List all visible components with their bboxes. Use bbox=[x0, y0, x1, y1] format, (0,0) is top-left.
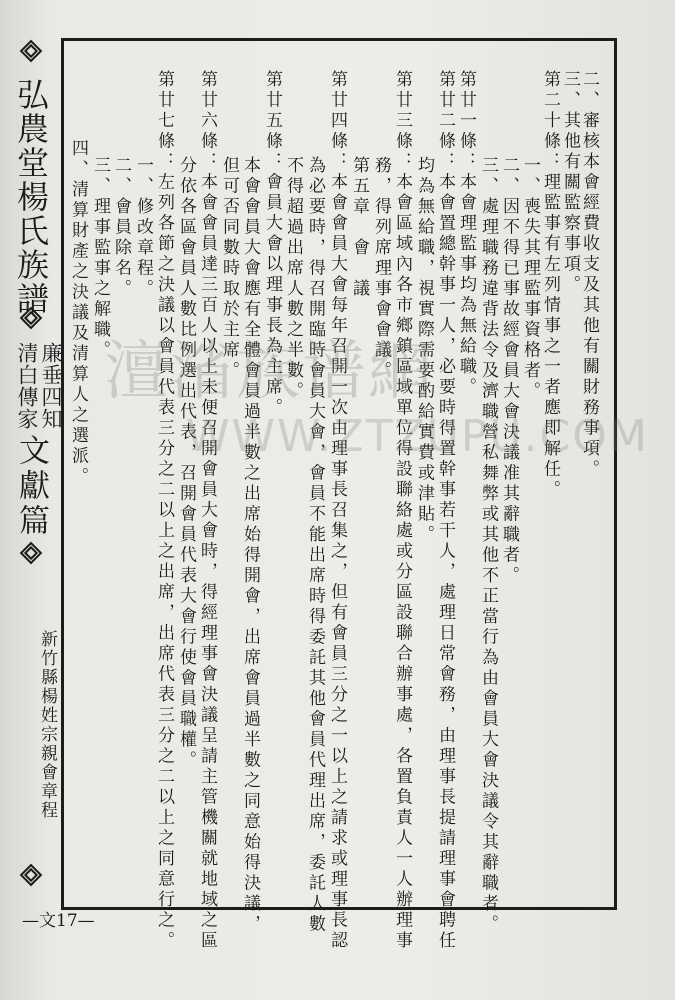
section-motto-2: 清白傳家 bbox=[15, 342, 39, 430]
text-column: 為必要時，得召開臨時會員大會，會員不能出席時得委託其他會員代理出席，委託人數 bbox=[305, 156, 325, 935]
text-column: 第廿一條：本會理監事均為無給職。 bbox=[456, 70, 476, 398]
watermark-text: 澶渻族谱網 bbox=[104, 335, 434, 409]
text-column: 第廿二條：本會置總幹事一人，必要時得置幹事若干人，處理日常會務，由理事長提請理事會聘任 bbox=[435, 70, 455, 952]
text-column: 第廿五條：會員大會以理事長為主席。 bbox=[262, 70, 282, 419]
diamond-ornament-icon bbox=[18, 305, 44, 331]
text-column: 但可否同數時取於主席。 bbox=[219, 156, 239, 382]
text-column: 分依各區會員人數比例選出代表，召開會員代表大會行使會員職權。 bbox=[176, 156, 196, 771]
text-column: 四、清算財產之決議及清算人之選派。 bbox=[68, 139, 88, 488]
text-column: 第廿三條：本會區域內各市鄉鎮區域單位得設聯絡處或分區設聯合辦事處，各置負責人一人辦理事 bbox=[392, 70, 412, 952]
page-number: —文17— bbox=[22, 911, 95, 931]
text-column: 二、審核本會經費收支及其他有關財務事項。 bbox=[579, 70, 599, 480]
text-column: 務，得列席理事會會議。 bbox=[371, 156, 391, 382]
section-name: 文獻篇 bbox=[13, 434, 49, 539]
text-column: 不得超過出席人數之半數。 bbox=[283, 156, 303, 402]
section-motto-1: 廉垂四知 bbox=[39, 342, 63, 430]
text-column: 二、會員除名。 bbox=[111, 156, 131, 300]
text-column: 三、處理職務違背法令及濟職營私舞弊或其他不正當行為由會員大會決議令其辭職者。 bbox=[478, 156, 498, 935]
diamond-ornament-icon bbox=[18, 540, 44, 566]
book-title: 弘農堂楊氏族譜 bbox=[12, 78, 50, 316]
text-column: 三、其他有關監察事項。 bbox=[560, 70, 580, 296]
text-column: 第廿六條：本會會員達三百人以上未便召開會員大會時，得經理事會決議呈請主管機關就地域之區 bbox=[197, 70, 217, 952]
text-column: 一、修改章程。 bbox=[133, 156, 153, 300]
diamond-ornament-icon bbox=[18, 862, 44, 888]
document-name: 新竹縣楊姓宗親會章程 bbox=[37, 630, 57, 820]
text-column: 一、喪失其理監事資格者。 bbox=[520, 156, 540, 402]
text-column: 本會會員大會應有全體會員過半數之出席始得開會，出席會員過半數之同意始得決議， bbox=[240, 156, 260, 935]
text-column: 均為無給職，視實際需要酌給實費或津貼。 bbox=[414, 156, 434, 546]
diamond-ornament-icon bbox=[18, 38, 44, 64]
text-column: 第五章 會 議 bbox=[349, 156, 369, 300]
text-column: 第廿四條：本會會員大會每年召開一次由理事長召集之，但有會員三分之一以上之請求或理事長認 bbox=[327, 70, 347, 952]
text-column: 三、理事監事之解職。 bbox=[90, 156, 110, 361]
text-column: 二、因不得已事故經會員大會決議准其辭職者。 bbox=[499, 156, 519, 587]
text-column: 第二十條：理監事有左列情事之一者應即解任。 bbox=[540, 70, 560, 501]
text-column: 第廿七條：左列各節之決議以會員代表三分之二以上之出席，出席代表三分之二以上之同意行之。 bbox=[154, 70, 174, 952]
watermark-url: WWW.ZTZUPU.COM bbox=[186, 411, 649, 462]
